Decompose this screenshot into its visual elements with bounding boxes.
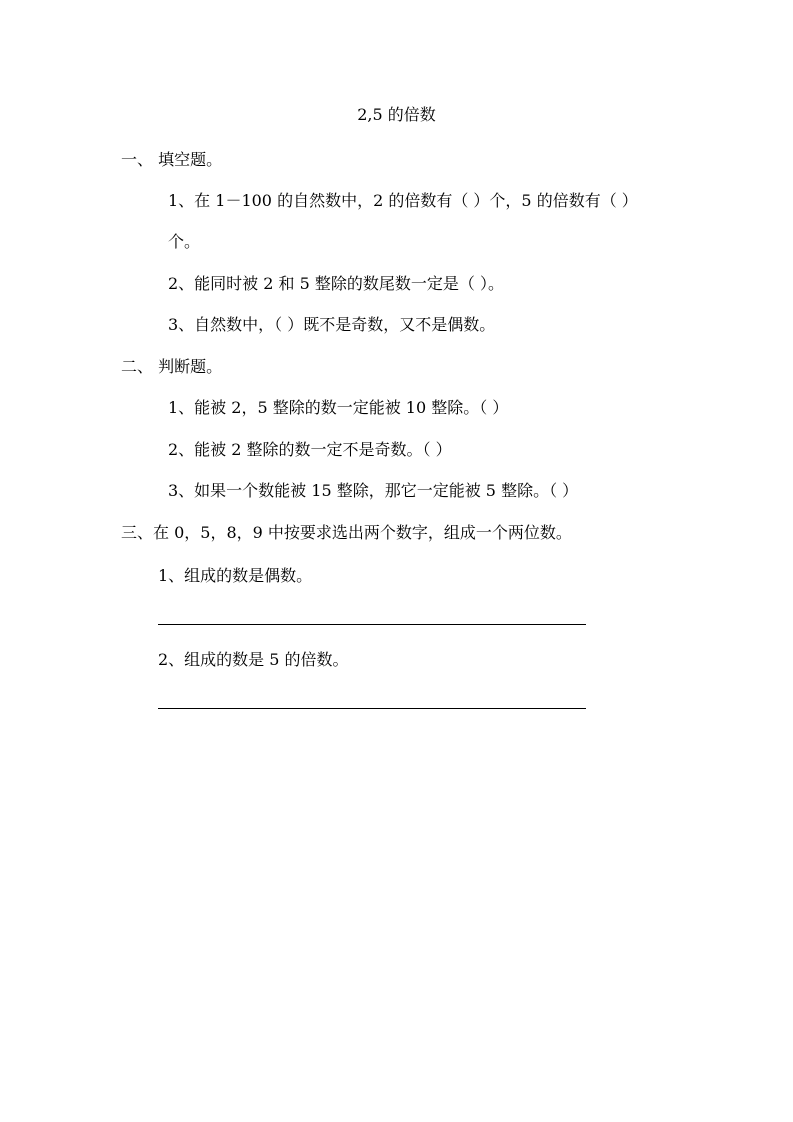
section-1-heading: 一、 填空题。 <box>121 150 223 169</box>
section-2-heading: 二、 判断题。 <box>121 357 223 376</box>
question-1-3: 3、自然数中，（ ）既不是奇数，又不是偶数。 <box>168 315 496 334</box>
question-2-1: 1、能被 2，5 整除的数一定能被 10 整除。（ ） <box>168 398 509 417</box>
question-1-2: 2、能同时被 2 和 5 整除的数尾数一定是（ ）。 <box>168 274 504 293</box>
question-2-3: 3、如果一个数能被 15 整除，那它一定能被 5 整除。（ ） <box>168 481 579 500</box>
section-3-heading: 三、在 0，5，8，9 中按要求选出两个数字，组成一个两位数。 <box>121 523 572 542</box>
question-3-2: 2、组成的数是 5 的倍数。 <box>158 650 349 669</box>
page-title: 2,5 的倍数 <box>357 105 436 124</box>
question-1-1-line-2: 个。 <box>168 232 201 251</box>
answer-line-1[interactable] <box>158 624 586 625</box>
question-1-1-line-1: 1、在 1－100 的自然数中，2 的倍数有（ ）个，5 的倍数有（ ） <box>168 191 638 210</box>
question-2-2: 2、能被 2 整除的数一定不是奇数。（ ） <box>168 440 452 459</box>
question-3-1: 1、组成的数是偶数。 <box>158 566 313 585</box>
answer-line-2[interactable] <box>158 708 586 709</box>
